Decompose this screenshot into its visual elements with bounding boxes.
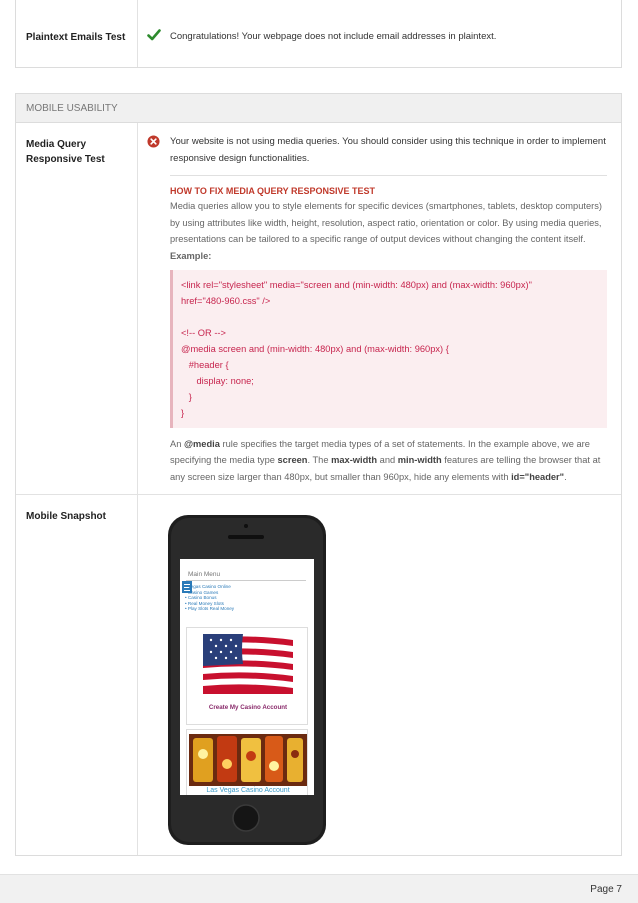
explanation-keyword: min-width <box>397 455 442 465</box>
code-line: <!-- OR --> <box>181 327 226 338</box>
explanation-text: . <box>564 471 567 482</box>
media-query-message: Your website is not using media queries. You should consider using this technique in order to implement responsive design functionalities. <box>170 136 606 164</box>
screen-card-slots <box>186 729 308 795</box>
plaintext-emails-card <box>15 0 622 68</box>
code-line: <link rel="stylesheet" media="screen and (min-width: 480px) and (max-width: 960px)" <box>181 279 532 290</box>
media-query-row <box>16 123 621 495</box>
explanation-text: rule specifies the target media types of a set of statements. In the example above, we are specifying the media type <box>170 438 590 465</box>
plaintext-emails-message: Congratulations! Your webpage does not include email addresses in plaintext. <box>170 31 497 42</box>
menu-list <box>185 584 234 612</box>
phone-screen <box>180 559 314 795</box>
mobile-usability-card <box>15 122 622 856</box>
menu-item: • Casino Games <box>185 589 219 595</box>
section-header-mobile-usability <box>15 93 622 122</box>
menu-item: • Vegas Casino Online <box>185 584 231 589</box>
code-line: } <box>181 407 185 418</box>
explanation-text: features are telling the browser that at any screen size larger than 480px, but smaller than 960px, hide any elements with <box>170 455 601 482</box>
divider <box>170 175 607 176</box>
menu-item: • Play Slots Real Money <box>185 606 235 612</box>
explanation-keyword: @media <box>183 438 220 449</box>
media-query-label: Media Query Responsive Test <box>16 123 138 494</box>
code-example <box>170 270 607 428</box>
mobile-snapshot-label: Mobile Snapshot <box>16 495 138 855</box>
code-line: display: none; <box>181 375 254 386</box>
menu-item: • Real Money Slots <box>185 600 224 606</box>
code-line <box>181 309 599 325</box>
explanation-text: and <box>377 455 398 465</box>
phone-snapshot <box>168 515 328 845</box>
menu-title: Main Menu <box>188 571 221 578</box>
example-label: Example: <box>170 250 212 261</box>
check-icon <box>147 28 161 42</box>
card-caption: Create My Casino Account <box>208 704 288 711</box>
media-query-explanation <box>170 436 607 486</box>
screen-card-flag <box>186 627 308 725</box>
fix-title: HOW TO FIX MEDIA QUERY RESPONSIVE TEST <box>170 186 376 196</box>
section-title: MOBILE USABILITY <box>26 103 118 114</box>
explanation-text: An <box>170 438 184 449</box>
card-caption: Las Vegas Casino Account <box>206 787 290 794</box>
page-number: Page 7 <box>590 884 622 895</box>
explanation-text: . The <box>307 455 332 465</box>
code-line: @media screen and (min-width: 480px) and (max-width: 960px) { <box>181 343 449 354</box>
slots-image <box>189 734 307 786</box>
explanation-keyword: max-width <box>331 455 378 465</box>
mobile-snapshot-row <box>16 495 621 855</box>
explanation-keyword: screen <box>277 455 308 465</box>
page-footer <box>0 874 638 903</box>
menu-item: • Casino Bonus <box>185 595 217 601</box>
fix-body: Media queries allow you to style elements for specific devices (smartphones, tablets, desktop computers) by using attributes like width, height, resolution, aspect ratio, orientation or color. By using media queries, presentations can be tailored to a specific range of output devices without changing the content itself. <box>170 201 602 244</box>
code-line: } <box>181 391 192 402</box>
explanation-keyword: id="header" <box>511 471 565 482</box>
plaintext-emails-label: Plaintext Emails Test <box>16 0 138 67</box>
code-line: #header { <box>181 359 229 370</box>
flag-image <box>203 634 293 694</box>
error-x-icon <box>147 135 160 148</box>
code-line: href="480-960.css" /> <box>181 295 271 306</box>
